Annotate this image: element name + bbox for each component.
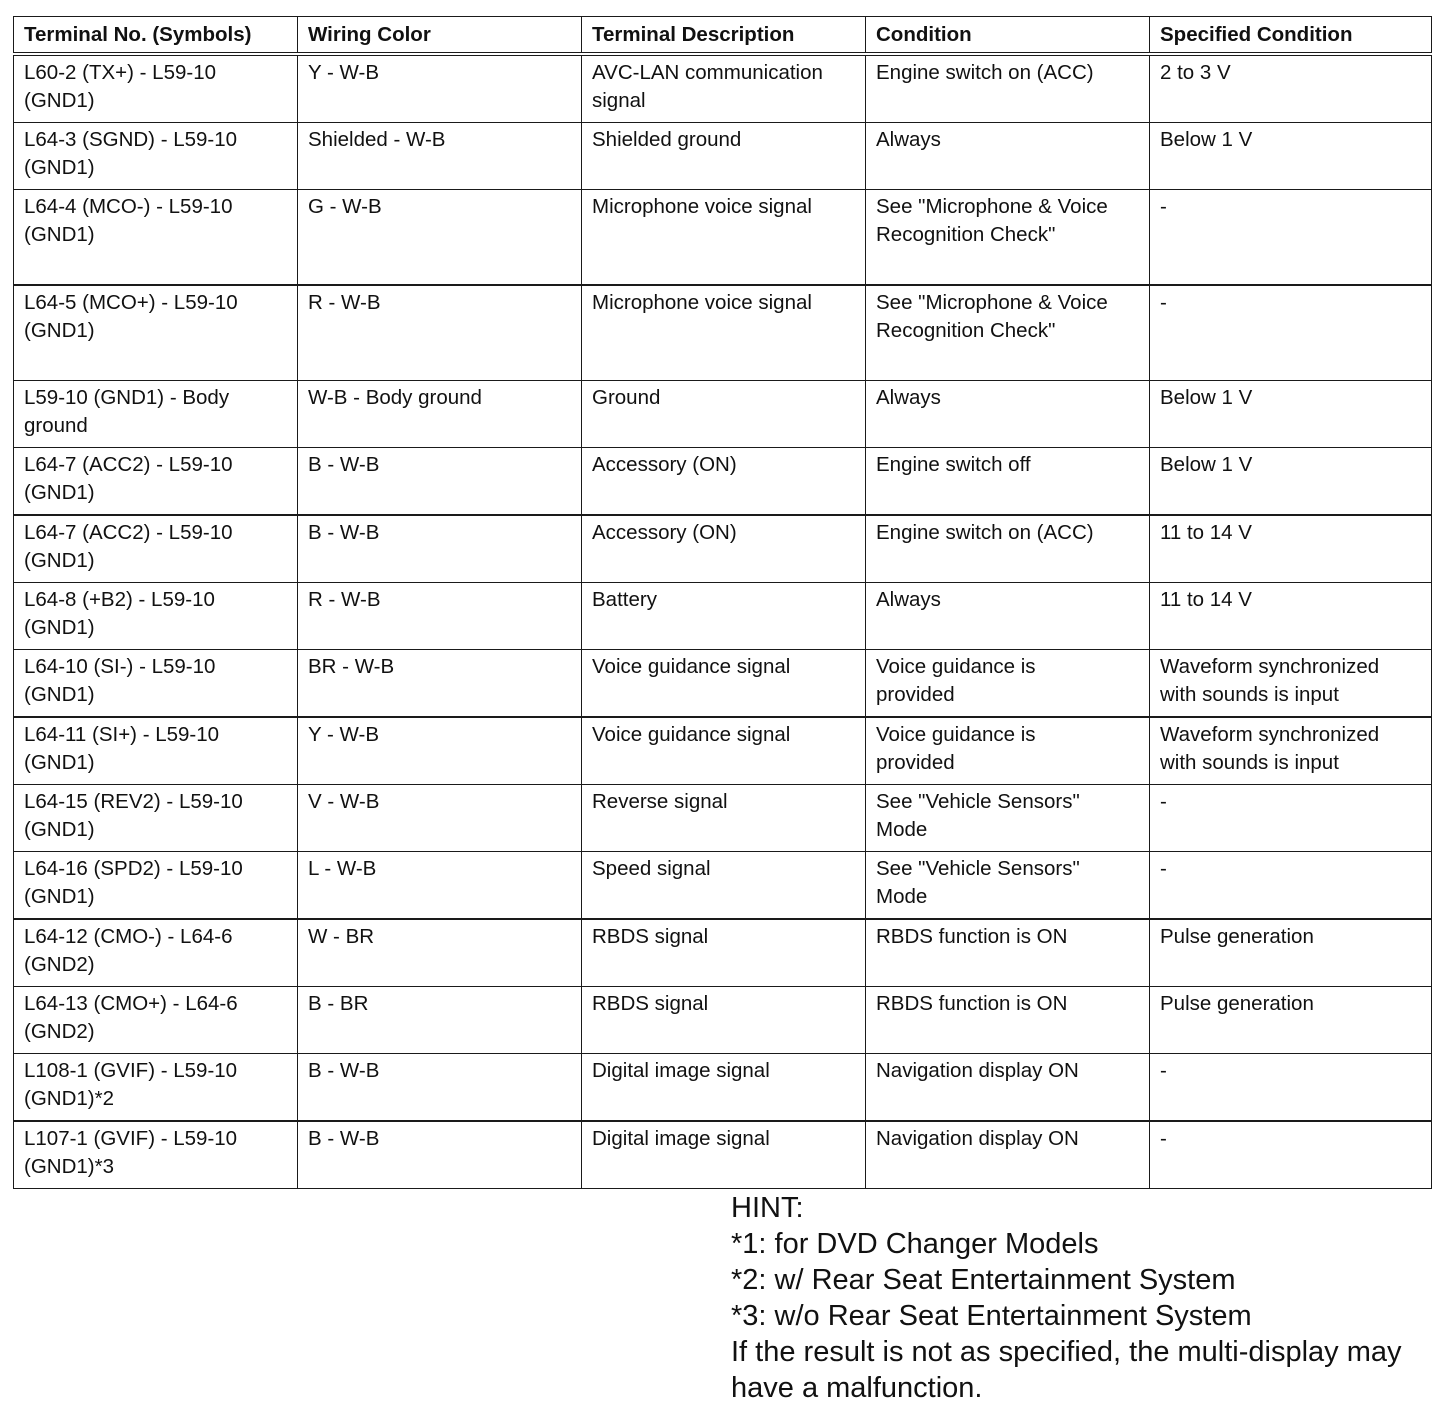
cell-specified: 11 to 14 V [1150, 583, 1432, 650]
cell-terminal: L64-7 (ACC2) - L59-10 (GND1) [14, 448, 298, 516]
cell-wiring-color: L - W-B [298, 852, 582, 920]
header-terminal-description: Terminal Description [582, 17, 866, 55]
table-row [14, 650, 1432, 718]
hint-note-1: *1: for DVD Changer Models [731, 1228, 1099, 1260]
cell-terminal: L108-1 (GVIF) - L59-10 (GND1)*2 [14, 1054, 298, 1122]
cell-terminal: L59-10 (GND1) - Body ground [14, 381, 298, 448]
cell-description: Speed signal [582, 852, 866, 920]
table-row [14, 123, 1432, 190]
cell-description: Reverse signal [582, 785, 866, 852]
cell-condition: See "Microphone & Voice Recognition Check" [866, 285, 1150, 381]
hint-notes [731, 1190, 1443, 1406]
cell-wiring-color: B - W-B [298, 1054, 582, 1122]
table-row [14, 285, 1432, 381]
table-row [14, 515, 1432, 583]
cell-terminal: L64-13 (CMO+) - L64-6 (GND2) [14, 987, 298, 1054]
table-row [14, 1121, 1432, 1189]
cell-specified: - [1150, 285, 1432, 381]
cell-wiring-color: G - W-B [298, 190, 582, 286]
hint-title: HINT: [731, 1192, 804, 1224]
cell-specified: Waveform synchronized with sounds is input [1150, 717, 1432, 785]
cell-wiring-color: B - W-B [298, 515, 582, 583]
cell-condition: Navigation display ON [866, 1054, 1150, 1122]
cell-specified: - [1150, 1121, 1432, 1189]
cell-specified: - [1150, 190, 1432, 286]
table-row [14, 190, 1432, 286]
cell-description: Battery [582, 583, 866, 650]
cell-wiring-color: R - W-B [298, 583, 582, 650]
cell-wiring-color: R - W-B [298, 285, 582, 381]
cell-condition: RBDS function is ON [866, 987, 1150, 1054]
cell-terminal: L64-5 (MCO+) - L59-10 (GND1) [14, 285, 298, 381]
cell-description: Ground [582, 381, 866, 448]
cell-condition: Always [866, 381, 1150, 448]
hint-note-3: *3: w/o Rear Seat Entertainment System [731, 1300, 1252, 1332]
table-row [14, 987, 1432, 1054]
table-row [14, 785, 1432, 852]
cell-description: Digital image signal [582, 1054, 866, 1122]
cell-condition: Always [866, 123, 1150, 190]
cell-condition: Voice guidance is provided [866, 650, 1150, 718]
cell-terminal: L64-12 (CMO-) - L64-6 (GND2) [14, 919, 298, 987]
cell-condition: Always [866, 583, 1150, 650]
cell-terminal: L64-16 (SPD2) - L59-10 (GND1) [14, 852, 298, 920]
table-row [14, 852, 1432, 920]
cell-wiring-color: B - W-B [298, 1121, 582, 1189]
cell-specified: - [1150, 1054, 1432, 1122]
cell-description: RBDS signal [582, 987, 866, 1054]
cell-terminal: L64-3 (SGND) - L59-10 (GND1) [14, 123, 298, 190]
cell-terminal: L64-7 (ACC2) - L59-10 (GND1) [14, 515, 298, 583]
cell-description: RBDS signal [582, 919, 866, 987]
cell-condition: Engine switch on (ACC) [866, 54, 1150, 123]
cell-condition: Engine switch on (ACC) [866, 515, 1150, 583]
cell-description: Accessory (ON) [582, 515, 866, 583]
cell-terminal: L107-1 (GVIF) - L59-10 (GND1)*3 [14, 1121, 298, 1189]
hint-result-line-2: have a malfunction. [731, 1372, 983, 1404]
cell-condition: See "Microphone & Voice Recognition Check" [866, 190, 1150, 286]
header-condition: Condition [866, 17, 1150, 55]
hint-result-line-1: If the result is not as specified, the multi-display may [731, 1336, 1402, 1368]
cell-specified: Waveform synchronized with sounds is input [1150, 650, 1432, 718]
cell-terminal: L64-8 (+B2) - L59-10 (GND1) [14, 583, 298, 650]
cell-description: AVC-LAN communication signal [582, 54, 866, 123]
cell-wiring-color: Shielded - W-B [298, 123, 582, 190]
cell-description: Accessory (ON) [582, 448, 866, 516]
table-row [14, 717, 1432, 785]
cell-condition: See "Vehicle Sensors" Mode [866, 785, 1150, 852]
cell-condition: Voice guidance is provided [866, 717, 1150, 785]
cell-specified: - [1150, 852, 1432, 920]
cell-condition: Engine switch off [866, 448, 1150, 516]
cell-wiring-color: W - BR [298, 919, 582, 987]
hint-note-2: *2: w/ Rear Seat Entertainment System [731, 1264, 1236, 1296]
cell-specified: Pulse generation [1150, 919, 1432, 987]
cell-condition: See "Vehicle Sensors" Mode [866, 852, 1150, 920]
cell-description: Digital image signal [582, 1121, 866, 1189]
cell-description: Shielded ground [582, 123, 866, 190]
cell-description: Microphone voice signal [582, 190, 866, 286]
cell-specified: Below 1 V [1150, 448, 1432, 516]
header-specified-condition: Specified Condition [1150, 17, 1432, 55]
cell-terminal: L64-4 (MCO-) - L59-10 (GND1) [14, 190, 298, 286]
cell-wiring-color: B - BR [298, 987, 582, 1054]
cell-specified: 2 to 3 V [1150, 54, 1432, 123]
table-row [14, 583, 1432, 650]
terminal-spec-table [13, 16, 1432, 1189]
cell-terminal: L60-2 (TX+) - L59-10 (GND1) [14, 54, 298, 123]
cell-wiring-color: B - W-B [298, 448, 582, 516]
cell-wiring-color: W-B - Body ground [298, 381, 582, 448]
table-row [14, 448, 1432, 516]
header-terminal: Terminal No. (Symbols) [14, 17, 298, 55]
cell-specified: Below 1 V [1150, 381, 1432, 448]
cell-condition: Navigation display ON [866, 1121, 1150, 1189]
cell-specified: - [1150, 785, 1432, 852]
cell-description: Microphone voice signal [582, 285, 866, 381]
cell-specified: Below 1 V [1150, 123, 1432, 190]
cell-specified: 11 to 14 V [1150, 515, 1432, 583]
cell-specified: Pulse generation [1150, 987, 1432, 1054]
cell-terminal: L64-15 (REV2) - L59-10 (GND1) [14, 785, 298, 852]
cell-description: Voice guidance signal [582, 650, 866, 718]
table-row [14, 1054, 1432, 1122]
table-header-row [14, 17, 1432, 55]
cell-condition: RBDS function is ON [866, 919, 1150, 987]
cell-wiring-color: V - W-B [298, 785, 582, 852]
cell-description: Voice guidance signal [582, 717, 866, 785]
cell-wiring-color: BR - W-B [298, 650, 582, 718]
table-row [14, 919, 1432, 987]
cell-wiring-color: Y - W-B [298, 717, 582, 785]
cell-terminal: L64-11 (SI+) - L59-10 (GND1) [14, 717, 298, 785]
table-row [14, 54, 1432, 123]
header-wiring-color: Wiring Color [298, 17, 582, 55]
cell-terminal: L64-10 (SI-) - L59-10 (GND1) [14, 650, 298, 718]
table-row [14, 381, 1432, 448]
cell-wiring-color: Y - W-B [298, 54, 582, 123]
